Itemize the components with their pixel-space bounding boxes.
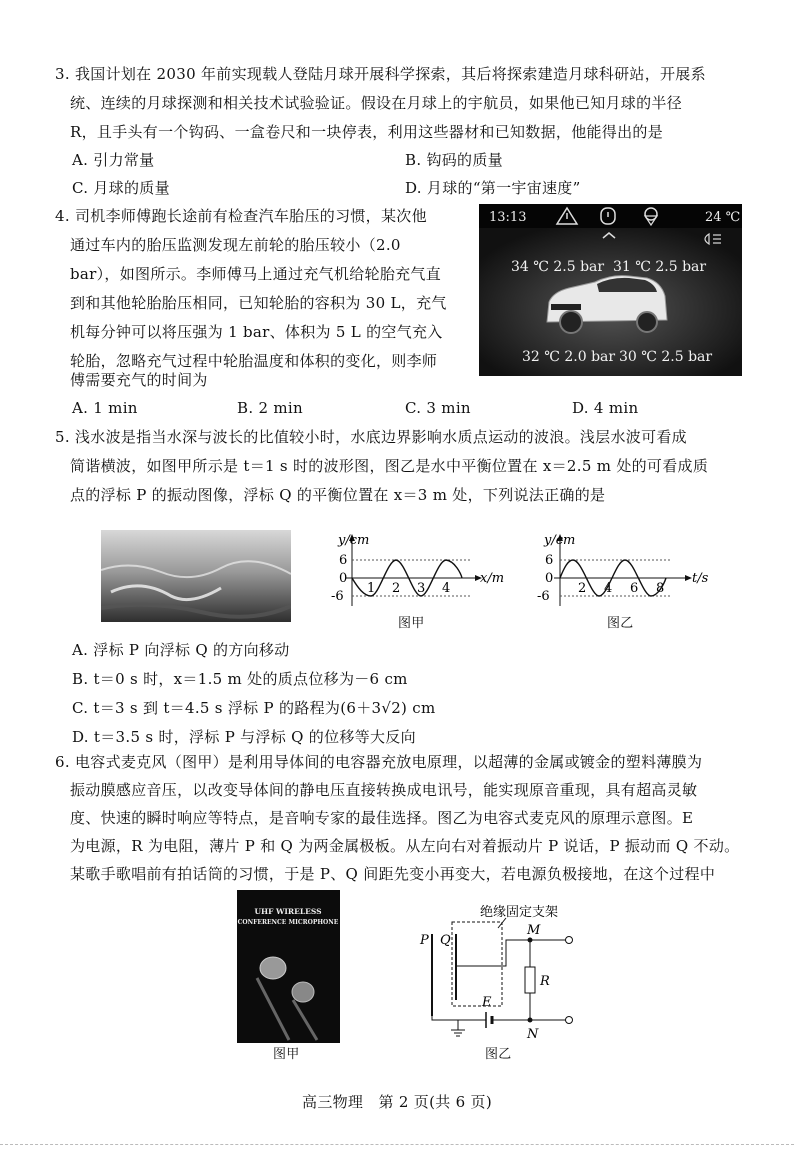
- q3-option-c: C. 月球的质量: [72, 179, 170, 197]
- q4-option-d: D. 4 min: [572, 399, 639, 417]
- resistor-r: [525, 967, 535, 993]
- q3-option-a: A. 引力常量: [72, 151, 155, 169]
- q6-stem-line: 振动膜感应音压，以改变导体间的静电压直接转换成电讯号，能实现原音重现，具有超高灵敏: [70, 781, 698, 799]
- dashboard-time: 13:13: [489, 210, 527, 225]
- terminal-n: [566, 1017, 573, 1024]
- wave-graph-jia: [322, 530, 512, 612]
- x-tick: 8: [656, 581, 665, 596]
- photo-title-line2: CONFERENCE MICROPHONE: [237, 919, 339, 926]
- terminal-m: [566, 937, 573, 944]
- label-n: N: [527, 1027, 539, 1042]
- fig-yi-caption: 图乙: [607, 616, 634, 631]
- wire-top: [456, 940, 566, 966]
- microphone-photo: [237, 890, 340, 1043]
- tire-front-right: 31 ℃ 2.5 bar: [613, 259, 707, 275]
- label-r: R: [540, 974, 550, 989]
- bracket-label: 绝缘固定支架: [480, 905, 559, 920]
- q3-stem-line: R，且手头有一个钩码、一盒卷尺和一块停表，利用这些器材和已知数据，他能得出的是: [70, 123, 663, 141]
- q5-stem-line: 简谐横波，如图甲所示是 t＝1 s 时的波形图，图乙是水中平衡位置在 x＝2.5 m 处的可看成质: [70, 457, 709, 475]
- insulated-bracket: [452, 922, 502, 1006]
- q4-option-b: B. 2 min: [237, 399, 303, 417]
- label-m: M: [527, 923, 541, 938]
- q4-stem-line: 到和其他轮胎胎压相同，已知轮胎的容积为 30 L，充气: [70, 294, 447, 312]
- y-tick: 0: [545, 571, 554, 586]
- q4-stem-line: 傅需要充气的时间为: [70, 371, 208, 389]
- q5-stem-line: 5. 浅水波是指当水深与波长的比值较小时，水底边界影响水质点运动的波浪。浅层水波可看成: [55, 428, 687, 446]
- q5-stem-line: 点的浮标 P 的振动图像，浮标 Q 的平衡位置在 x＝3 m 处，下列说法正确的是: [70, 486, 606, 504]
- x-axis-label: t/s: [692, 571, 709, 586]
- y-tick: -6: [537, 589, 550, 604]
- q4-stem-line: bar），如图所示。李师傅马上通过充气机给轮胎充气直: [70, 265, 442, 283]
- q4-stem-line: 轮胎，忽略充气过程中轮胎温度和体积的变化，则李师: [70, 352, 438, 370]
- q4-option-c: C. 3 min: [405, 399, 471, 417]
- page-bottom-divider: [0, 1144, 794, 1145]
- y-axis-label: y/cm: [544, 533, 576, 548]
- q4-stem-line: 机每分钟可以将压强为 1 bar、体积为 5 L 的空气充入: [70, 323, 443, 341]
- water-wave-photo: [101, 530, 291, 622]
- fig-jia-caption: 图甲: [398, 616, 425, 631]
- mic-caption: 图甲: [273, 1047, 300, 1062]
- ground-icon: [451, 1020, 465, 1036]
- q6-stem-line: 6. 电容式麦克风（图甲）是利用导体间的电容器充放电原理，以超薄的金属或镀金的塑料薄膜为: [55, 753, 703, 771]
- y-axis-label: y/cm: [338, 533, 370, 548]
- q3-option-b: B. 钩码的质量: [405, 151, 503, 169]
- x-axis-label: x/m: [480, 571, 505, 586]
- circuit-caption: 图乙: [485, 1047, 512, 1062]
- q4-stem-line: 通过车内的胎压监测发现左前轮的胎压较小（2.0: [70, 236, 401, 254]
- photo-title-line1: UHF WIRELESS: [254, 907, 322, 916]
- q6-stem-line: 度、快速的瞬时响应等特点，是音响专家的最佳选择。图乙为电容式麦克风的原理示意图。E: [70, 809, 694, 827]
- tire-front-left: 34 ℃ 2.5 bar: [511, 259, 605, 275]
- page-footer: 高三物理 第 2 页(共 6 页): [302, 1093, 492, 1111]
- q6-stem-line: 某歌手歌唱前有拍话筒的习惯，于是 P、Q 间距先变小再变大，若电源负极接地，在这个过程中: [70, 865, 716, 883]
- x-tick: 4: [442, 581, 451, 596]
- q5-option-d: D. t＝3.5 s 时，浮标 P 与浮标 Q 的位移等大反向: [72, 728, 416, 746]
- x-tick: 6: [630, 581, 639, 596]
- q3-stem-line: 统、连续的月球探测和相关技术试验验证。假设在月球上的宇航员，如果他已知月球的半径: [70, 94, 683, 112]
- y-tick: 6: [339, 553, 348, 568]
- x-tick: 2: [392, 581, 401, 596]
- q5-option-b: B. t＝0 s 时，x＝1.5 m 处的质点位移为－6 cm: [72, 670, 408, 688]
- tire-rear-right: 30 ℃ 2.5 bar: [619, 349, 713, 365]
- label-e: E: [482, 995, 492, 1010]
- x-tick: 1: [367, 581, 376, 596]
- q4-stem-line: 4. 司机李师傅跑长途前有检查汽车胎压的习惯，某次他: [55, 207, 427, 225]
- label-p: P: [420, 933, 429, 948]
- q3-stem-line: 3. 我国计划在 2030 年前实现载人登陆月球开展科学探索，其后将探索建造月球科研站，开展系: [55, 65, 706, 83]
- vibration-graph-yi: [530, 530, 720, 612]
- q5-option-c: C. t＝3 s 到 t＝4.5 s 浮标 P 的路程为(6＋3√2) cm: [72, 699, 436, 717]
- x-tick: 4: [604, 581, 613, 596]
- q5-option-a: A. 浮标 P 向浮标 Q 的方向移动: [72, 641, 290, 659]
- q6-stem-line: 为电源，R 为电阻，薄片 P 和 Q 为两金属极板。从左向右对着振动片 P 说话，P 振动而 Q 不动。: [70, 837, 740, 855]
- label-q: Q: [440, 933, 451, 948]
- x-tick: 3: [417, 581, 426, 596]
- y-tick: 6: [545, 553, 554, 568]
- tire-pressure-display: [479, 204, 742, 376]
- y-tick: 0: [339, 571, 348, 586]
- y-tick: -6: [331, 589, 344, 604]
- tire-rear-left: 32 ℃ 2.0 bar: [522, 349, 616, 365]
- capacitor-mic-circuit: [418, 900, 588, 1042]
- x-tick: 2: [578, 581, 587, 596]
- q3-option-d: D. 月球的“第一宇宙速度”: [405, 179, 581, 197]
- q4-option-a: A. 1 min: [72, 399, 138, 417]
- dashboard-temp: 24 ℃: [705, 210, 741, 225]
